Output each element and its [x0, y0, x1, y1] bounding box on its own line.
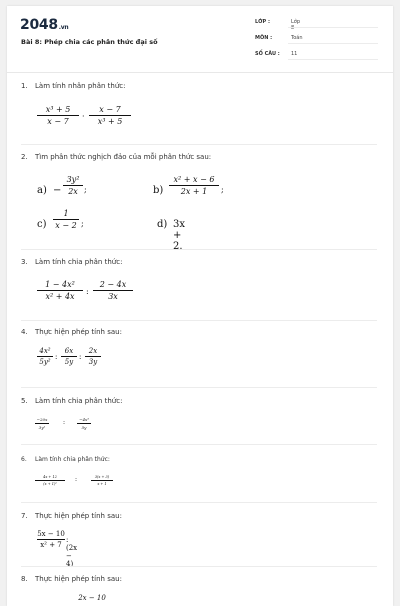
fraction: 4x² 5y² [37, 347, 53, 366]
question-text: Thực hiện phép tính sau: [35, 328, 122, 336]
question-number: 8. [21, 575, 28, 583]
meta-label: LỚP : [255, 19, 270, 25]
lesson-title: Bài 8: Phép chia các phân thức đại số [21, 38, 158, 46]
fraction: 6x 5y [61, 347, 77, 366]
site-logo[interactable] [20, 17, 68, 33]
operator: · [82, 112, 85, 121]
fraction: 1 x − 2 [53, 209, 79, 230]
meta-label: SỐ CÂU : [255, 51, 280, 57]
expression: 3x + 2. [173, 219, 186, 252]
fraction: x − 7 x³ + 5 [89, 105, 131, 126]
divider [21, 320, 377, 321]
meta-value: 11 [291, 51, 298, 57]
question-number: 1. [21, 82, 28, 90]
meta-value: Lớp 8 [291, 19, 301, 31]
divider [21, 387, 377, 388]
question-text: Tìm phân thức nghịch đảo của mỗi phân thức sau: [35, 153, 212, 161]
meta-underline [288, 27, 378, 28]
divider [21, 144, 377, 145]
worksheet-header [7, 6, 393, 73]
logo-text: 2048 [20, 17, 58, 33]
fraction: 5x − 10 x² + 7 [37, 530, 65, 549]
operator: : [63, 419, 66, 426]
fraction: 2x − 10 [78, 594, 106, 602]
question-number: 5. [21, 397, 28, 405]
logo-suffix: .vn [58, 24, 69, 31]
divider [21, 502, 377, 503]
question-text: Làm tính chia phân thức: [35, 258, 123, 266]
meta-underline [288, 43, 378, 44]
fraction: x² + x − 6 2x + 1 [169, 175, 219, 196]
question-text: Thực hiện phép tính sau: [35, 575, 122, 583]
fraction: 2x 3y [85, 347, 101, 366]
item-label: c) [37, 219, 47, 230]
worksheet-page: 2048.vn Bài 8: Phép chia các phân thức đại số LỚP : Lớp 8 MÔN : Toán SỐ CÂU : 11 1. Làm tính nhân phân thức: x³ + 5 x − 7 · x − 7 x³ + 5 2. Tìm phân thức nghịch đảo của mỗi phân thức sau: a) − 3y² 2x ; b) x² + x − 6 2x + 1 ; c) 1 x − 2 ; d) 3x + 2. 3. Làm tính chia phân thức: 1 − 4x² x² + 4x : 2 − 4x 3x 4. Thực hiện phép tính sau: 4x² 5y² : 6x 5y : 2x 3y 5. Làm tính chia phân thức: −20x 3y² : −4x³ 5y 6. Làm tính chia phân thức: 4x + 12 (x + 1)² : 3(x + 3) x + 1 7. Thực hiện phép tính sau: 5x − 10 x² + 7 :(2x − 4) 8. Thực hiện phép tính sau: 2x − 10 [7, 6, 393, 606]
fraction: 1 − 4x² x² + 4x [37, 280, 83, 301]
operator: : [55, 353, 58, 361]
operator: : [86, 287, 89, 296]
item-label: b) [153, 185, 164, 196]
fraction: −4x³ 5y [77, 417, 91, 430]
sign: − [53, 185, 62, 196]
question-number: 3. [21, 258, 28, 266]
fraction: 3(x + 3) x + 1 [91, 475, 113, 486]
operator: : [79, 353, 82, 361]
fraction: 4x + 12 (x + 1)² [35, 475, 65, 486]
item-label: a) [37, 185, 47, 196]
meta-underline [288, 59, 378, 60]
question-text: Thực hiện phép tính sau: [35, 512, 122, 520]
fraction: −20x 3y² [36, 417, 48, 430]
divider [21, 566, 377, 567]
question-number: 7. [21, 512, 28, 520]
question-text: Làm tính nhân phân thức: [35, 82, 126, 90]
question-number: 4. [21, 328, 28, 336]
meta-value: Toán [291, 35, 303, 41]
divider [21, 249, 377, 250]
fraction: x³ + 5 x − 7 [37, 105, 79, 126]
meta-label: MÔN : [255, 35, 273, 41]
question-text: Làm tính chia phân thức: [35, 456, 110, 463]
operator: :(2x − 4) [66, 536, 78, 568]
operator: : [75, 476, 78, 483]
question-number: 2. [21, 153, 28, 161]
question-number: 6. [21, 456, 27, 463]
divider [21, 444, 377, 445]
fraction: 2 − 4x 3x [93, 280, 133, 301]
item-label: d) [157, 219, 168, 230]
question-text: Làm tính chia phân thức: [35, 397, 123, 405]
fraction: 3y² 2x [63, 175, 83, 196]
